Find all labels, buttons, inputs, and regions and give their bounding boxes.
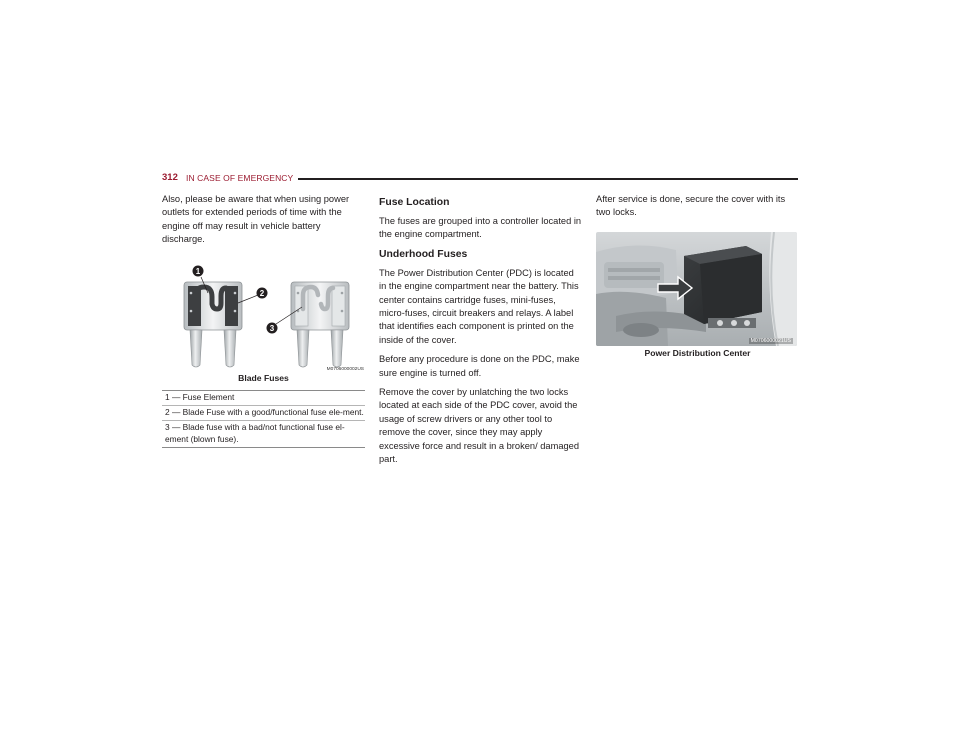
fuse-legend-table bbox=[162, 390, 365, 448]
page-number: 312 bbox=[162, 172, 178, 183]
callout-3 bbox=[267, 322, 278, 333]
fuse-image-code: M0706000002US bbox=[326, 366, 364, 371]
good-fuse bbox=[184, 282, 242, 367]
svg-text:3: 3 bbox=[269, 323, 275, 333]
blade-fuses-caption: Blade Fuses bbox=[238, 372, 289, 383]
legend-row-2: 2 — Blade Fuse with a good/functional fuse ele-ment. bbox=[162, 406, 365, 421]
blade-fuses-figure bbox=[162, 257, 365, 371]
engine-off-paragraph: Before any procedure is done on the PDC, make sure engine is turned off. bbox=[379, 354, 580, 378]
legend-row-3: 3 — Blade fuse with a bad/not functional fuse el-ement (blown fuse). bbox=[165, 422, 345, 444]
remove-cover-paragraph: Remove the cover by unlatching the two locks located at each side of the PDC cover, avoid the usage of screw drivers or any other tool to remove the cover, since they may apply excessive force and result in a broken/ damaged part. bbox=[379, 387, 579, 465]
intro-paragraph: Also, please be aware that when using power outlets for extended periods of time with the engine off may result in vehicle battery discharge. bbox=[162, 194, 350, 245]
pdc-illustration bbox=[596, 232, 797, 346]
pdc-caption: Power Distribution Center bbox=[644, 347, 751, 358]
secure-cover-paragraph: After service is done, secure the cover with its two locks. bbox=[596, 194, 786, 218]
legend-row-1: 1 — Fuse Element bbox=[162, 391, 365, 406]
page-header bbox=[162, 172, 798, 186]
fuse-location-heading: Fuse Location bbox=[379, 197, 450, 208]
pdc-image-code: M0706000021US bbox=[750, 337, 791, 344]
blade-fuses-illustration bbox=[162, 257, 365, 371]
callout-1 bbox=[193, 265, 204, 276]
blown-fuse bbox=[291, 282, 349, 367]
fuse-location-paragraph: The fuses are grouped into a controller located in the engine compartment. bbox=[379, 216, 582, 240]
column-left bbox=[162, 193, 365, 448]
svg-text:1: 1 bbox=[195, 266, 201, 276]
pdc-photo bbox=[596, 232, 797, 346]
header-rule bbox=[298, 178, 798, 180]
svg-text:2: 2 bbox=[259, 288, 265, 298]
underhood-fuses-heading: Underhood Fuses bbox=[379, 248, 468, 260]
callout-2 bbox=[257, 287, 268, 298]
column-right bbox=[596, 193, 799, 365]
pdc-description-paragraph: The Power Distribution Center (PDC) is located in the engine compartment near the battery. This center contains cartridge fuses, mini-fuses, micro-fuses, circuit breakers and relays. A label that identifies each component is printed on the inside of the cover. bbox=[379, 267, 579, 345]
column-middle bbox=[379, 193, 582, 473]
section-title: IN CASE OF EMERGENCY bbox=[186, 172, 294, 183]
